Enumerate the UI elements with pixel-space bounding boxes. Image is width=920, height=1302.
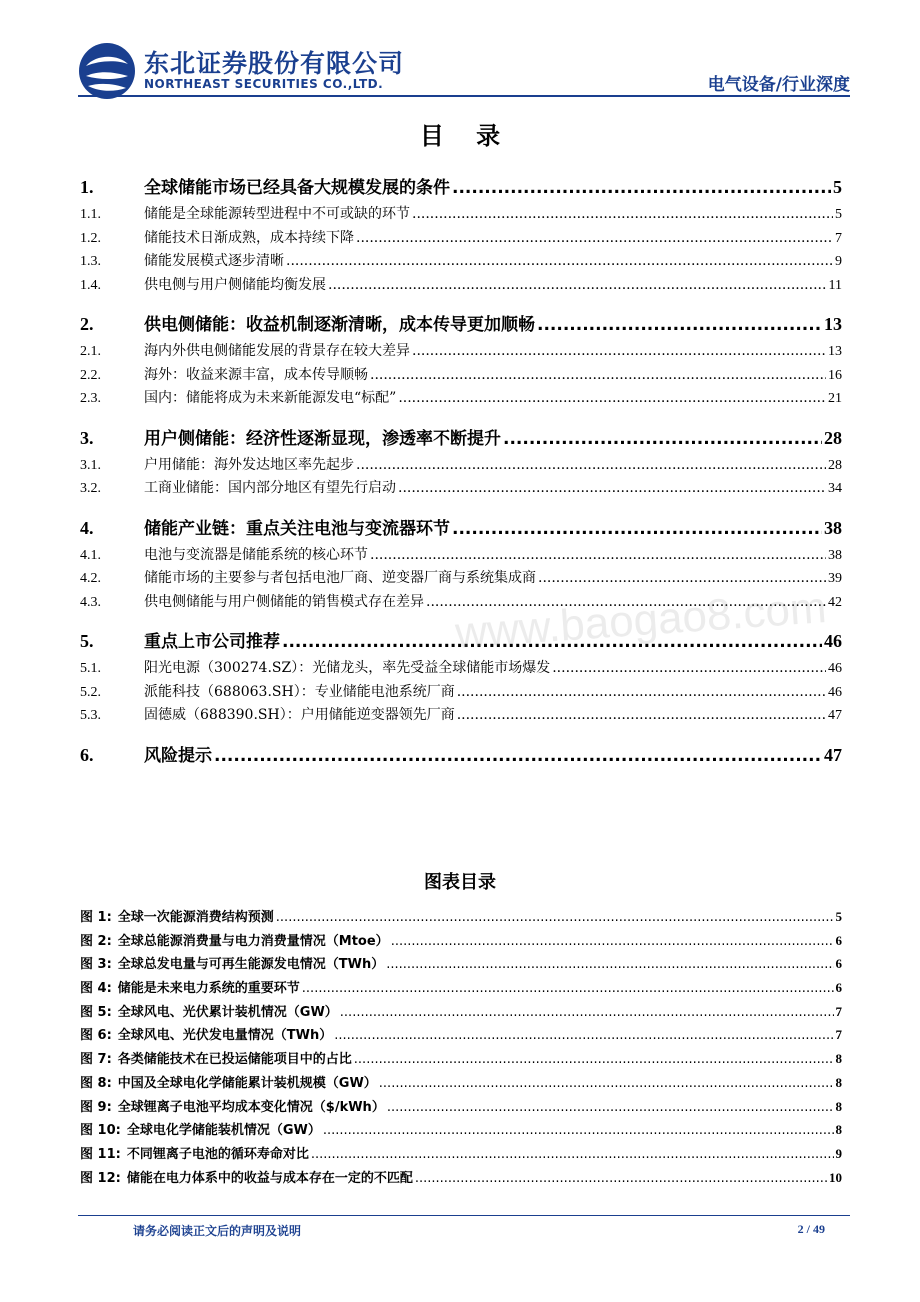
dot-leader [387, 1096, 834, 1120]
figure-caption[interactable]: 中国及全球电化学储能累计装机规模（GW） [117, 1075, 377, 1091]
dot-leader [552, 657, 826, 681]
company-logo-icon [78, 42, 136, 100]
figure-caption[interactable]: 不同锂离子电池的循环寿命对比 [126, 1146, 309, 1162]
figure-caption[interactable]: 各类储能技术在已投运储能项目中的占比 [117, 1052, 352, 1068]
figure-caption[interactable]: 全球锂离子电池平均成本变化情况（$/kWh） [117, 1099, 385, 1115]
toc-entry-title[interactable]: 工商业储能：国内部分地区有望先行启动 [144, 480, 396, 496]
figure-list-item[interactable] [80, 1000, 842, 1024]
figure-label: 图 4: [80, 981, 112, 997]
figure-page: 8 [835, 1074, 842, 1090]
dot-leader [334, 1024, 833, 1048]
disclaimer-note: 请务必阅读正文后的声明及说明 [133, 1224, 302, 1238]
figure-page: 6 [835, 980, 842, 996]
figure-list [80, 905, 842, 1189]
figure-page: 7 [835, 1003, 842, 1019]
toc-entry-page: 5 [833, 177, 842, 197]
toc-subsection[interactable] [80, 250, 842, 274]
toc-entry-title[interactable]: 用户侧储能：经济性逐渐显现，渗透率不断提升 [144, 428, 501, 449]
toc-subsection[interactable] [80, 704, 842, 728]
toc-entry-number: 4.3. [80, 594, 101, 610]
dot-leader [214, 746, 822, 766]
toc-entry-page: 42 [828, 594, 842, 610]
toc-entry-number: 4. [80, 517, 94, 538]
figure-label: 图 11: [80, 1146, 121, 1162]
figure-list-item[interactable] [80, 976, 842, 1000]
toc-entry-page: 28 [824, 427, 842, 448]
dot-leader [286, 250, 833, 274]
dot-leader [302, 977, 834, 1001]
toc-subsection[interactable] [80, 387, 842, 411]
toc-entry-number: 3. [80, 427, 94, 448]
toc-entry-title[interactable]: 供电侧储能：收益机制逐渐清晰，成本传导更加顺畅 [144, 315, 535, 335]
figure-label: 图 12: [80, 1170, 121, 1186]
figure-list-item[interactable] [80, 1142, 842, 1166]
figure-caption[interactable]: 全球风电、光伏发电量情况（TWh） [117, 1028, 333, 1044]
figure-list-item[interactable] [80, 905, 842, 929]
dot-leader [340, 1001, 834, 1025]
figure-caption[interactable]: 全球总能源消费量与电力消费量情况（Mtoe） [117, 933, 389, 949]
figure-label: 图 3: [80, 957, 112, 973]
toc-entry-number: 3.1. [80, 457, 101, 473]
toc-entry-title[interactable]: 国内：储能将成为未来新能源发电“标配” [144, 390, 397, 406]
toc-subsection[interactable] [80, 477, 842, 501]
toc-entry-title[interactable]: 储能市场的主要参与者包括电池厂商、逆变器厂商与系统集成商 [144, 570, 536, 586]
toc-entry-page: 46 [828, 684, 842, 700]
figure-caption[interactable]: 全球电化学储能装机情况（GW） [126, 1123, 321, 1139]
toc-entry-page: 21 [828, 391, 842, 406]
toc-subsection[interactable] [80, 544, 842, 568]
dot-leader [356, 227, 833, 251]
header-divider [78, 95, 850, 97]
figure-page: 8 [835, 1051, 842, 1067]
figure-page: 8 [835, 1122, 842, 1138]
figure-label: 图 10: [80, 1123, 121, 1139]
toc-entry-number: 5.2. [80, 684, 101, 700]
toc-entry-title[interactable]: 海外：收益来源丰富，成本传导顺畅 [144, 366, 368, 383]
toc-entry-number: 2.3. [80, 391, 101, 406]
dot-leader [457, 704, 826, 728]
toc-entry-page: 7 [835, 230, 842, 246]
figure-label: 图 2: [80, 933, 112, 949]
toc-entry-page: 11 [828, 277, 842, 293]
toc-section[interactable] [80, 173, 842, 198]
dot-leader [276, 906, 834, 930]
dot-leader [537, 315, 822, 335]
dot-leader [412, 203, 833, 227]
toc-entry-title[interactable]: 派能科技（688063.SH）：专业储能电池系统厂商 [144, 683, 455, 700]
figure-caption[interactable]: 储能是未来电力系统的重要环节 [117, 981, 300, 997]
toc-subsection[interactable] [80, 657, 842, 681]
toc-section[interactable] [80, 424, 842, 449]
toc-entry-page: 47 [828, 708, 842, 723]
dot-leader [354, 1048, 834, 1072]
dot-leader [412, 340, 826, 364]
figure-page: 9 [835, 1145, 842, 1161]
figure-list-item[interactable] [80, 929, 842, 953]
dot-leader [311, 1143, 834, 1167]
toc-entry-number: 2. [80, 314, 94, 334]
dot-leader [370, 544, 826, 568]
toc-entry-title[interactable]: 海内外供电侧储能发展的背景存在较大差异 [144, 343, 410, 359]
figure-label: 图 6: [80, 1028, 112, 1044]
figure-list-item[interactable] [80, 1071, 842, 1095]
table-of-contents [80, 160, 842, 771]
toc-entry-title[interactable]: 固德威（688390.SH）：户用储能逆变器领先厂商 [144, 707, 455, 723]
dot-leader [391, 930, 834, 954]
toc-entry-title[interactable]: 供电侧与用户侧储能均衡发展 [144, 276, 326, 293]
toc-entry-number: 1. [80, 177, 94, 197]
toc-entry-title[interactable]: 储能技术日渐成熟，成本持续下降 [144, 229, 354, 246]
page-header [78, 40, 850, 96]
toc-entry-title[interactable]: 阳光电源（300274.SZ）：光储龙头，率先受益全球储能市场爆发 [144, 660, 551, 676]
dot-leader [386, 953, 833, 977]
toc-section[interactable] [80, 514, 842, 539]
toc-entry-number: 1.4. [80, 277, 101, 293]
dot-leader [398, 387, 826, 411]
figure-caption[interactable]: 全球一次能源消费结构预测 [117, 910, 274, 925]
toc-entry-page: 46 [824, 631, 842, 651]
dot-leader [323, 1119, 834, 1143]
figure-label: 图 9: [80, 1099, 112, 1115]
toc-entry-number: 5. [80, 631, 94, 651]
footer-divider [78, 1215, 850, 1216]
toc-entry-page: 13 [824, 314, 842, 334]
toc-entry-page: 46 [828, 661, 842, 676]
toc-entry-title[interactable]: 风险提示 [144, 745, 212, 766]
toc-entry-title[interactable]: 重点上市公司推荐 [144, 632, 280, 652]
toc-entry-page: 38 [824, 517, 842, 538]
toc-entry-number: 1.1. [80, 207, 101, 222]
toc-entry-number: 3.2. [80, 481, 101, 496]
toc-entry-page: 34 [828, 481, 842, 496]
toc-subsection[interactable] [80, 274, 842, 298]
figure-list-item[interactable] [80, 1166, 842, 1190]
toc-entry-page: 47 [824, 744, 842, 765]
dot-leader [457, 681, 826, 705]
figure-page: 6 [835, 956, 842, 972]
dot-leader [452, 178, 831, 198]
toc-entry-title[interactable]: 供电侧储能与用户侧储能的销售模式存在差异 [144, 593, 424, 610]
toc-entry-number: 1.3. [80, 254, 101, 269]
toc-subsection[interactable] [80, 454, 842, 478]
dot-leader [370, 364, 826, 388]
toc-subsection[interactable] [80, 203, 842, 227]
toc-entry-title[interactable]: 储能是全球能源转型进程中不可或缺的环节 [144, 206, 410, 222]
toc-entry-title[interactable]: 储能发展模式逐步清晰 [144, 253, 284, 269]
report-category: 电气设备/行业深度 [707, 75, 850, 95]
figure-list-item[interactable] [80, 1118, 842, 1142]
company-name-en: NORTHEAST SECURITIES CO.,LTD. [144, 77, 384, 91]
toc-subsection[interactable] [80, 340, 842, 364]
toc-section[interactable] [80, 310, 842, 335]
dot-leader [415, 1167, 827, 1191]
dot-leader [379, 1072, 834, 1096]
toc-entry-number: 5.1. [80, 661, 101, 676]
toc-entry-title[interactable]: 电池与变流器是储能系统的核心环节 [144, 546, 368, 563]
toc-entry-title[interactable]: 户用储能：海外发达地区率先起步 [144, 456, 354, 473]
figure-page: 10 [829, 1169, 842, 1185]
toc-entry-page: 5 [835, 207, 842, 222]
toc-entry-number: 5.3. [80, 708, 101, 723]
figure-label: 图 5: [80, 1004, 112, 1020]
figure-label: 图 8: [80, 1075, 112, 1091]
toc-entry-number: 1.2. [80, 230, 101, 246]
dot-leader [452, 519, 822, 539]
page-number: 2 / 49 [797, 1222, 825, 1236]
toc-subsection[interactable] [80, 227, 842, 251]
figure-list-item[interactable] [80, 1095, 842, 1119]
toc-subsection[interactable] [80, 681, 842, 705]
figure-page: 6 [835, 932, 842, 948]
dot-leader [356, 454, 826, 478]
toc-entry-page: 28 [828, 457, 842, 473]
figure-label: 图 1: [80, 910, 112, 925]
toc-entry-number: 4.1. [80, 547, 101, 563]
toc-title: 目 录 [419, 121, 513, 150]
toc-entry-number: 2.1. [80, 344, 101, 359]
toc-section[interactable] [80, 741, 842, 766]
toc-entry-number: 4.2. [80, 571, 101, 586]
toc-entry-number: 2.2. [80, 367, 101, 383]
figure-page: 7 [835, 1027, 842, 1043]
figure-caption[interactable]: 全球总发电量与可再生能源发电情况（TWh） [117, 957, 385, 973]
dot-leader [503, 429, 822, 449]
toc-entry-title[interactable]: 储能产业链：重点关注电池与变流器环节 [144, 518, 450, 539]
company-name-cn: 东北证券股份有限公司 [144, 49, 405, 78]
dot-leader [398, 477, 826, 501]
figure-list-item[interactable] [80, 1023, 842, 1047]
figure-caption[interactable]: 储能在电力体系中的收益与成本存在一定的不匹配 [126, 1170, 413, 1186]
toc-entry-page: 16 [828, 367, 842, 383]
toc-subsection[interactable] [80, 567, 842, 591]
figure-page: 8 [835, 1098, 842, 1114]
dot-leader [328, 274, 827, 298]
toc-entry-page: 39 [828, 571, 842, 586]
toc-subsection[interactable] [80, 364, 842, 388]
toc-entry-title[interactable]: 全球储能市场已经具备大规模发展的条件 [144, 178, 450, 198]
toc-entry-page: 9 [835, 254, 842, 269]
figure-list-item[interactable] [80, 1047, 842, 1071]
figure-list-item[interactable] [80, 952, 842, 976]
figure-caption[interactable]: 全球风电、光伏累计装机情况（GW） [117, 1004, 338, 1020]
figure-label: 图 7: [80, 1052, 112, 1068]
watermark: www.baogao8.com [453, 583, 828, 658]
figure-list-title: 图表目录 [424, 872, 496, 893]
toc-entry-page: 13 [828, 344, 842, 359]
toc-entry-page: 38 [828, 547, 842, 563]
toc-entry-number: 6. [80, 744, 94, 765]
figure-page: 5 [835, 909, 842, 924]
